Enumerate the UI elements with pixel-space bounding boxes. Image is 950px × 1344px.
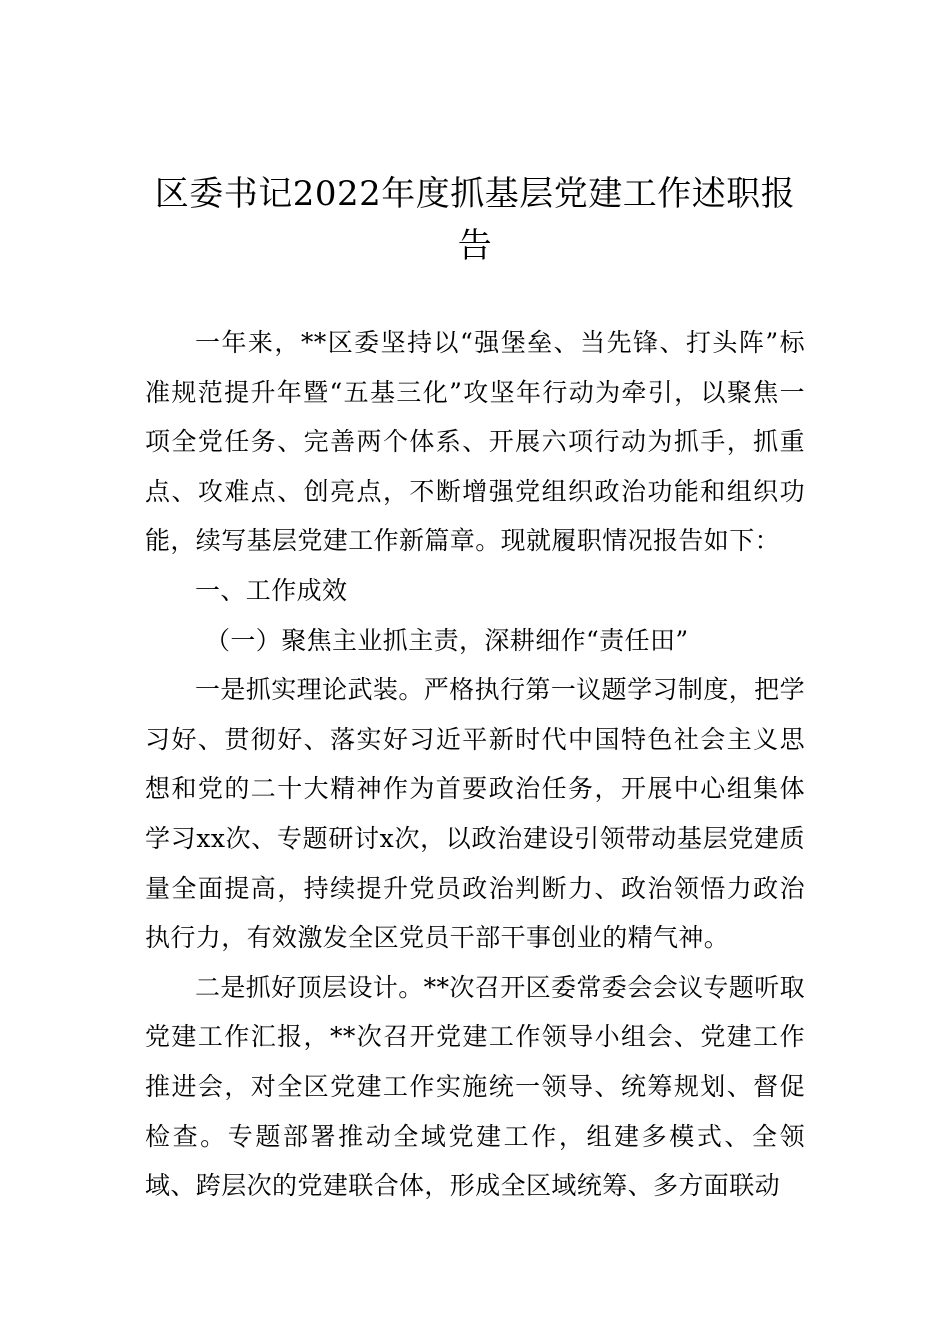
document-title: 区委书记2022年度抓基层党建工作述职报告 xyxy=(154,174,796,266)
section-heading: 一、工作成效 xyxy=(195,575,348,605)
body-paragraph-theory: 一是抓实理论武装。严格执行第一议题学习制度，把学习好、贯彻好、落实好习近平新时代中国特色社会主义思想和党的二十大精神作为首要政治任务，开展中心组集体学习xx次、专题研讨x次，以政治建设引领带动基层党建质量全面提高，持续提升党员政治判断力、政治领悟力政治执行力，有效激发全区党员干部干事创业的精气神。 xyxy=(145,675,805,953)
subsection-heading: （一）聚焦主业抓主责，深耕细作“责任田” xyxy=(205,625,689,655)
intro-paragraph: 一年来，**区委坚持以“强堡垒、当先锋、打头阵”标准规范提升年暨“五基三化”攻坚年行动为牵引，以聚焦一项全党任务、完善两个体系、开展六项行动为抓手，抓重点、攻难点、创亮点，不断增强党组织政治功能和组织功能，续写基层党建工作新篇章。现就履职情况报告如下： xyxy=(145,328,805,556)
body-paragraph-design: 二是抓好顶层设计。**次召开区委常委会会议专题听取党建工作汇报，**次召开党建工作领导小组会、党建工作推进会，对全区党建工作实施统一领导、统筹规划、督促检查。专题部署推动全域党建工作，组建多模式、全领域、跨层次的党建联合体，形成全区域统筹、多方面联动 xyxy=(145,972,806,1201)
document-body xyxy=(145,318,805,1211)
